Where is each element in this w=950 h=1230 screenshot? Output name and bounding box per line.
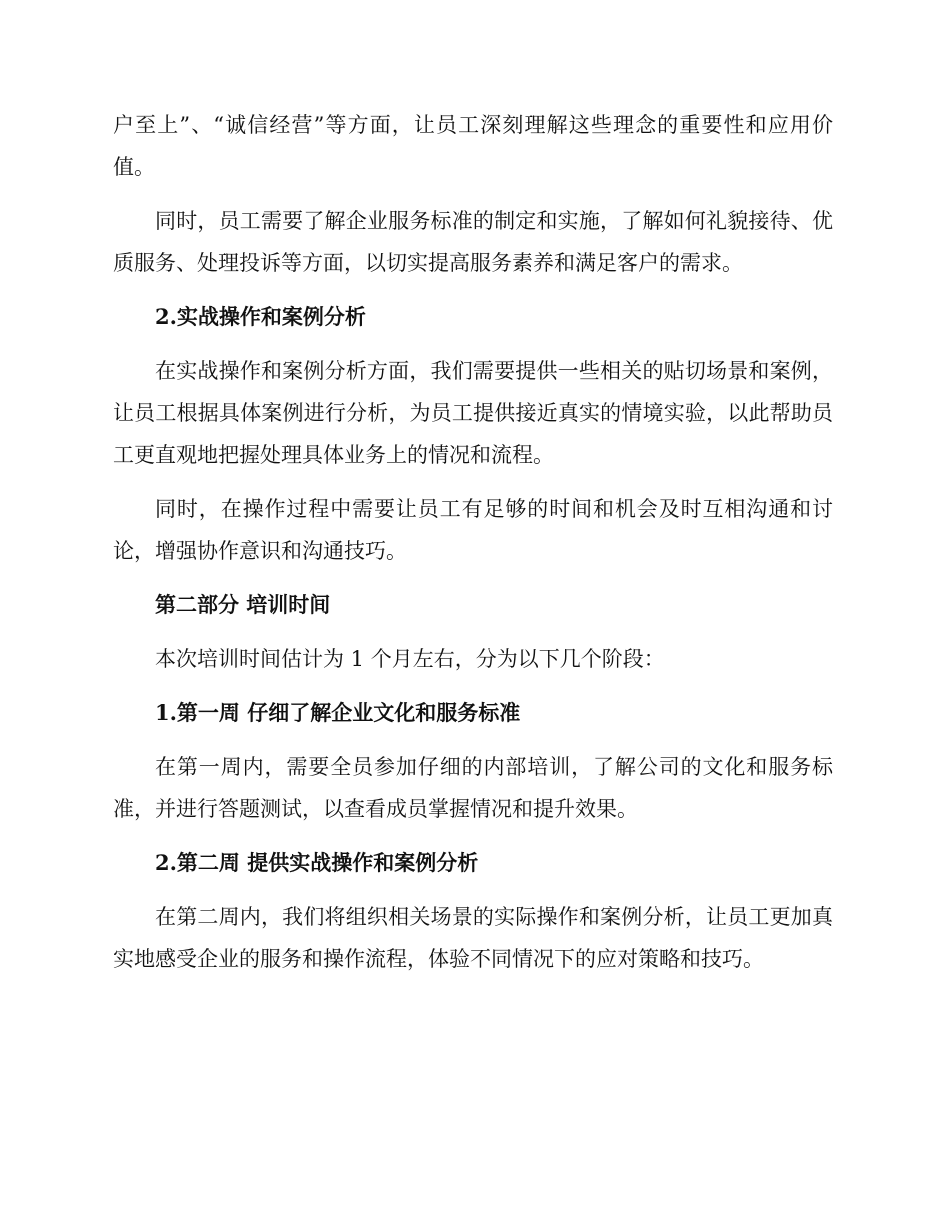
paragraph-values-continuation: 户至上”、“诚信经营”等方面，让员工深刻理解这些理念的重要性和应用价值。 — [113, 113, 833, 179]
paragraph-service-standards: 同时，员工需要了解企业服务标准的制定和实施，了解如何礼貌接待、优质服务、处理投诉等方面，以切实提高服务素养和满足客户的需求。 — [113, 209, 833, 275]
paragraph-communication: 同时，在操作过程中需要让员工有足够的时间和机会及时互相沟通和讨论，增强协作意识和沟通技巧。 — [113, 497, 833, 563]
paragraph-week-one: 在第一周内，需要全员参加仔细的内部培训，了解公司的文化和服务标准，并进行答题测试，以查看成员掌握情况和提升效果。 — [113, 755, 833, 821]
paragraph-training-duration: 本次培训时间估计为 1 个月左右，分为以下几个阶段： — [155, 647, 665, 671]
heading-practical-operation: 2.实战操作和案例分析 — [155, 304, 366, 329]
heading-week-one: 1.第一周 仔细了解企业文化和服务标准 — [155, 700, 521, 725]
document-body — [113, 104, 833, 992]
paragraph-case-analysis: 在实战操作和案例分析方面，我们需要提供一些相关的贴切场景和案例，让员工根据具体案例进行分析，为员工提供接近真实的情境实验，以此帮助员工更直观地把握处理具体业务上的情况和流程。 — [113, 359, 833, 467]
heading-training-time: 第二部分 培训时间 — [155, 592, 331, 617]
paragraph-week-two: 在第二周内，我们将组织相关场景的实际操作和案例分析，让员工更加真实地感受企业的服务和操作流程，体验不同情况下的应对策略和技巧。 — [113, 905, 833, 971]
heading-week-two: 2.第二周 提供实战操作和案例分析 — [155, 850, 479, 875]
